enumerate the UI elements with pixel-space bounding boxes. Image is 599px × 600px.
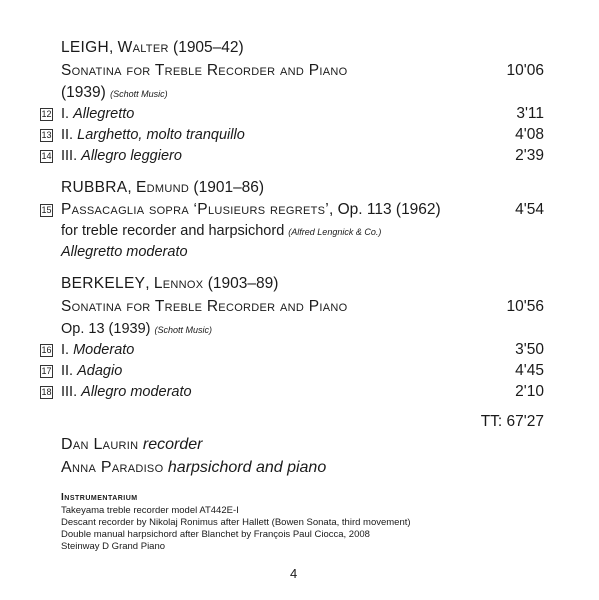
instrument-line: Steinway D Grand Piano [61, 541, 166, 552]
publisher-note: (Schott Music) [110, 89, 168, 99]
performer-name: Anna Paradiso [61, 459, 164, 476]
movement-tempo: Allegretto moderato [61, 244, 188, 260]
track-row [0, 382, 599, 402]
work-title-row [0, 61, 599, 81]
track-number-badge: 18 [41, 387, 52, 397]
track-duration: 4'08 [515, 126, 544, 143]
movement-number: II. [61, 363, 78, 379]
composer-surname: LEIGH [61, 39, 110, 56]
track-number-badge: 12 [41, 109, 52, 119]
instrument-line: Double manual harpsichord after Blanchet by François Paul Ciocca, 2008 [61, 529, 370, 540]
track-number-badge: 13 [41, 130, 52, 140]
track-number-badge: 16 [41, 345, 52, 355]
total-time-row [0, 412, 599, 432]
track-number-badge: 15 [41, 205, 52, 215]
track-duration: 3'11 [516, 105, 544, 122]
work-opus: Op. 13 (1939) [61, 321, 151, 337]
work-title-row [0, 297, 599, 317]
performer-line [61, 435, 202, 455]
instrumentarium-heading: Instrumentarium [61, 492, 138, 503]
work-total-duration: 4'54 [515, 201, 544, 218]
track-duration: 3'50 [515, 341, 544, 358]
track-row [0, 125, 599, 145]
work-title: Passacaglia sopra ‘Plusieurs regrets’ [61, 201, 329, 218]
publisher-note: (Alfred Lengnick & Co.) [288, 227, 382, 237]
movement-tempo: Allegro leggiero [81, 148, 182, 164]
performer-name: Dan Laurin [61, 436, 139, 453]
work-opus: , Op. 113 (1962) [328, 201, 441, 218]
work-opus-row [0, 319, 599, 339]
movement-tempo: Moderato [73, 342, 135, 358]
movement-number: II. [61, 127, 78, 143]
work-title-row [0, 200, 599, 220]
instrument-line: Takeyama treble recorder model AT442E-I [61, 505, 239, 516]
movement-tempo: Allegretto [73, 106, 135, 122]
work-scoring-row [0, 221, 599, 241]
work-title: Sonatina for Treble Recorder and Piano [61, 62, 348, 79]
composer-surname: BERKELEY [61, 275, 146, 292]
track-row [0, 361, 599, 381]
movement-number: I. [61, 106, 74, 122]
work-year-row [0, 83, 599, 103]
track-row [0, 340, 599, 360]
movement-tempo: Adagio [77, 363, 123, 379]
composer-heading-leigh: LEIGH, Walter (1905–42) [61, 39, 244, 56]
page-number: 4 [290, 566, 298, 581]
track-number-badge: 14 [41, 151, 52, 161]
track-row [0, 146, 599, 166]
work-scoring: for treble recorder and harpsichord [61, 223, 285, 239]
composer-dates: (1901–86) [193, 179, 265, 196]
track-duration: 2'10 [515, 383, 544, 400]
movement-number: I. [61, 342, 74, 358]
track-duration: 4'45 [515, 362, 544, 379]
composer-dates: (1905–42) [173, 39, 244, 56]
composer-surname: RUBBRA [61, 179, 128, 196]
composer-heading-berkeley: BERKELEY, Lennox (1903–89) [61, 275, 279, 292]
composer-dates: (1903–89) [207, 275, 279, 292]
work-year: (1939) [61, 84, 106, 101]
performer-line [61, 458, 326, 478]
track-number-badge: 17 [41, 366, 52, 376]
track-duration: 2'39 [515, 147, 544, 164]
movement-number: III. [61, 148, 82, 164]
work-tempo-row [0, 242, 599, 262]
movement-number: III. [61, 384, 82, 400]
movement-tempo: Allegro moderato [81, 384, 192, 400]
composer-given-name: Lennox [153, 275, 204, 292]
total-time: TT: 67'27 [480, 413, 544, 430]
work-title: Sonatina for Treble Recorder and Piano [61, 298, 348, 315]
performer-role: harpsichord and piano [167, 459, 327, 476]
performer-role: recorder [142, 436, 203, 453]
work-total-duration: 10'56 [506, 298, 544, 315]
publisher-note: (Schott Music) [154, 325, 213, 335]
instrument-line: Descant recorder by Nikolaj Ronimus after Hallett (Bowen Sonata, third movement) [61, 517, 411, 528]
composer-given-name: Walter [117, 39, 169, 56]
composer-given-name: Edmund [136, 179, 190, 196]
movement-tempo: Larghetto, molto tranquillo [77, 127, 245, 143]
work-total-duration: 10'06 [506, 62, 544, 79]
track-row [0, 104, 599, 124]
composer-heading-rubbra: RUBBRA, Edmund (1901–86) [61, 179, 265, 196]
